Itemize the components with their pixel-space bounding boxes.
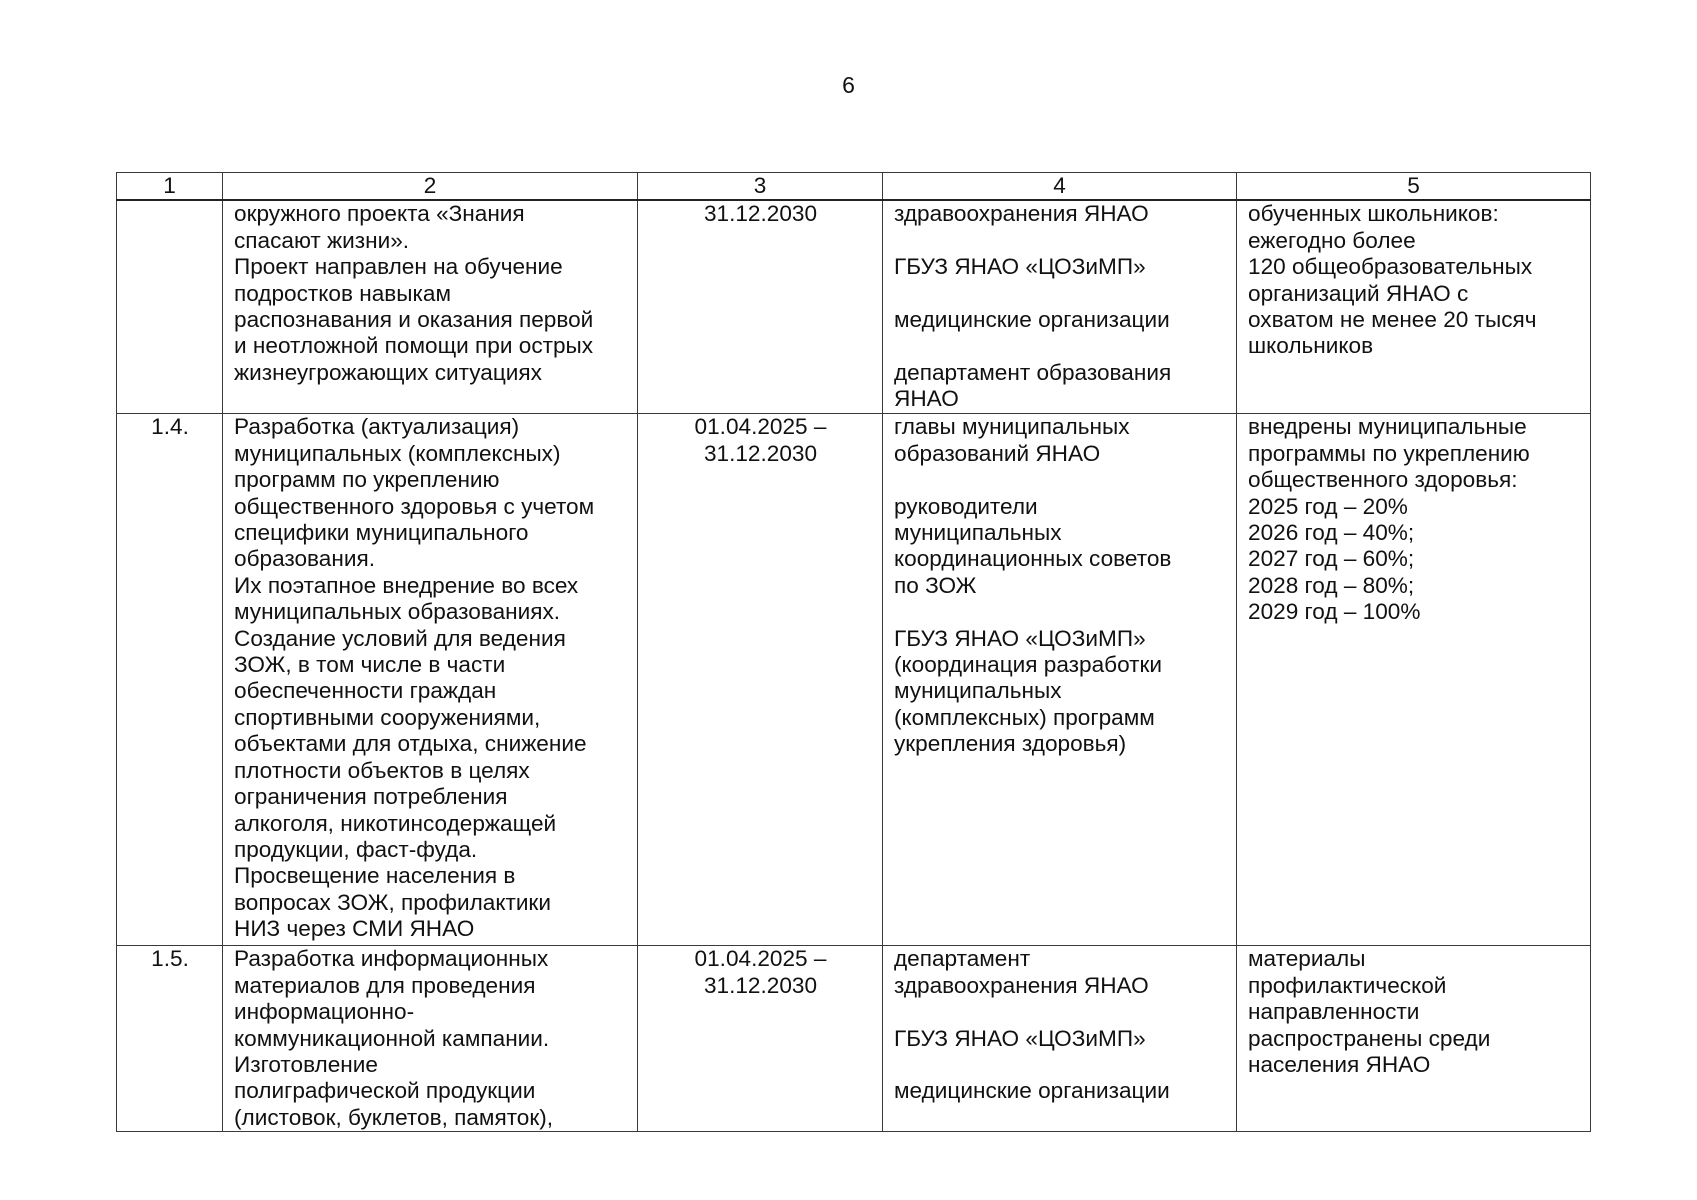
result-cell: материалы профилактической направленности распространены среди населения ЯНАО [1237,946,1591,1132]
header-col-1: 1 [117,173,223,201]
task-cell: Разработка (актуализация) муниципальных (комплексных) программ по укреплению общественного здоровья с учетом специфики муниципального образования. Их поэтапное внедрение во всех муниципальных образованиях. Создание условий для ведения ЗОЖ, в том числе в части обеспеченности граждан спортивными сооружениями, объектами для отдыха, снижение плотности объектов в целях ограничения потребления алкоголя, никотинсодержащей продукции, фаст-фуда. Просвещение населения в вопросах ЗОЖ, профилактики НИЗ через СМИ ЯНАО [223,414,638,946]
result-cell: обученных школьников: ежегодно более 120 общеобразовательных организаций ЯНАО с охватом не менее 20 тысяч школьников [1237,200,1591,414]
table-header-row [117,173,1591,201]
header-col-5: 5 [1237,173,1591,201]
header-col-4: 4 [883,173,1237,201]
executors-cell: департамент здравоохранения ЯНАО ГБУЗ ЯНАО «ЦОЗиМП» медицинские организации [883,946,1237,1132]
header-col-2: 2 [223,173,638,201]
period-cell: 01.04.2025 – 31.12.2030 [638,946,883,1132]
task-cell: окружного проекта «Знания спасают жизни». Проект направлен на обучение подростков навыкам распознавания и оказания первой и неотложной помощи при острых жизнеугрожающих ситуациях [223,200,638,414]
executors-cell: главы муниципальных образований ЯНАО руководители муниципальных координационных советов по ЗОЖ ГБУЗ ЯНАО «ЦОЗиМП» (координация разработки муниципальных (комплексных) программ укрепления здоровья) [883,414,1237,946]
table-row [117,414,1591,946]
page-number: 6 [842,72,855,98]
table-row [117,200,1591,414]
row-number-cell: 1.4. [117,414,223,946]
row-number-cell: 1.5. [117,946,223,1132]
row-number-cell [117,200,223,414]
period-cell: 31.12.2030 [638,200,883,414]
period-cell: 01.04.2025 – 31.12.2030 [638,414,883,946]
header-col-3: 3 [638,173,883,201]
plan-table [116,172,1591,1132]
task-cell: Разработка информационных материалов для проведения информационно- коммуникационной кампании. Изготовление полиграфической продукции (листовок, буклетов, памяток), [223,946,638,1132]
result-cell: внедрены муниципальные программы по укреплению общественного здоровья: 2025 год – 20% 2026 год – 40%; 2027 год – 60%; 2028 год – 80%; 2029 год – 100% [1237,414,1591,946]
table-row [117,946,1591,1132]
executors-cell: здравоохранения ЯНАО ГБУЗ ЯНАО «ЦОЗиМП» медицинские организации департамент образования ЯНАО [883,200,1237,414]
